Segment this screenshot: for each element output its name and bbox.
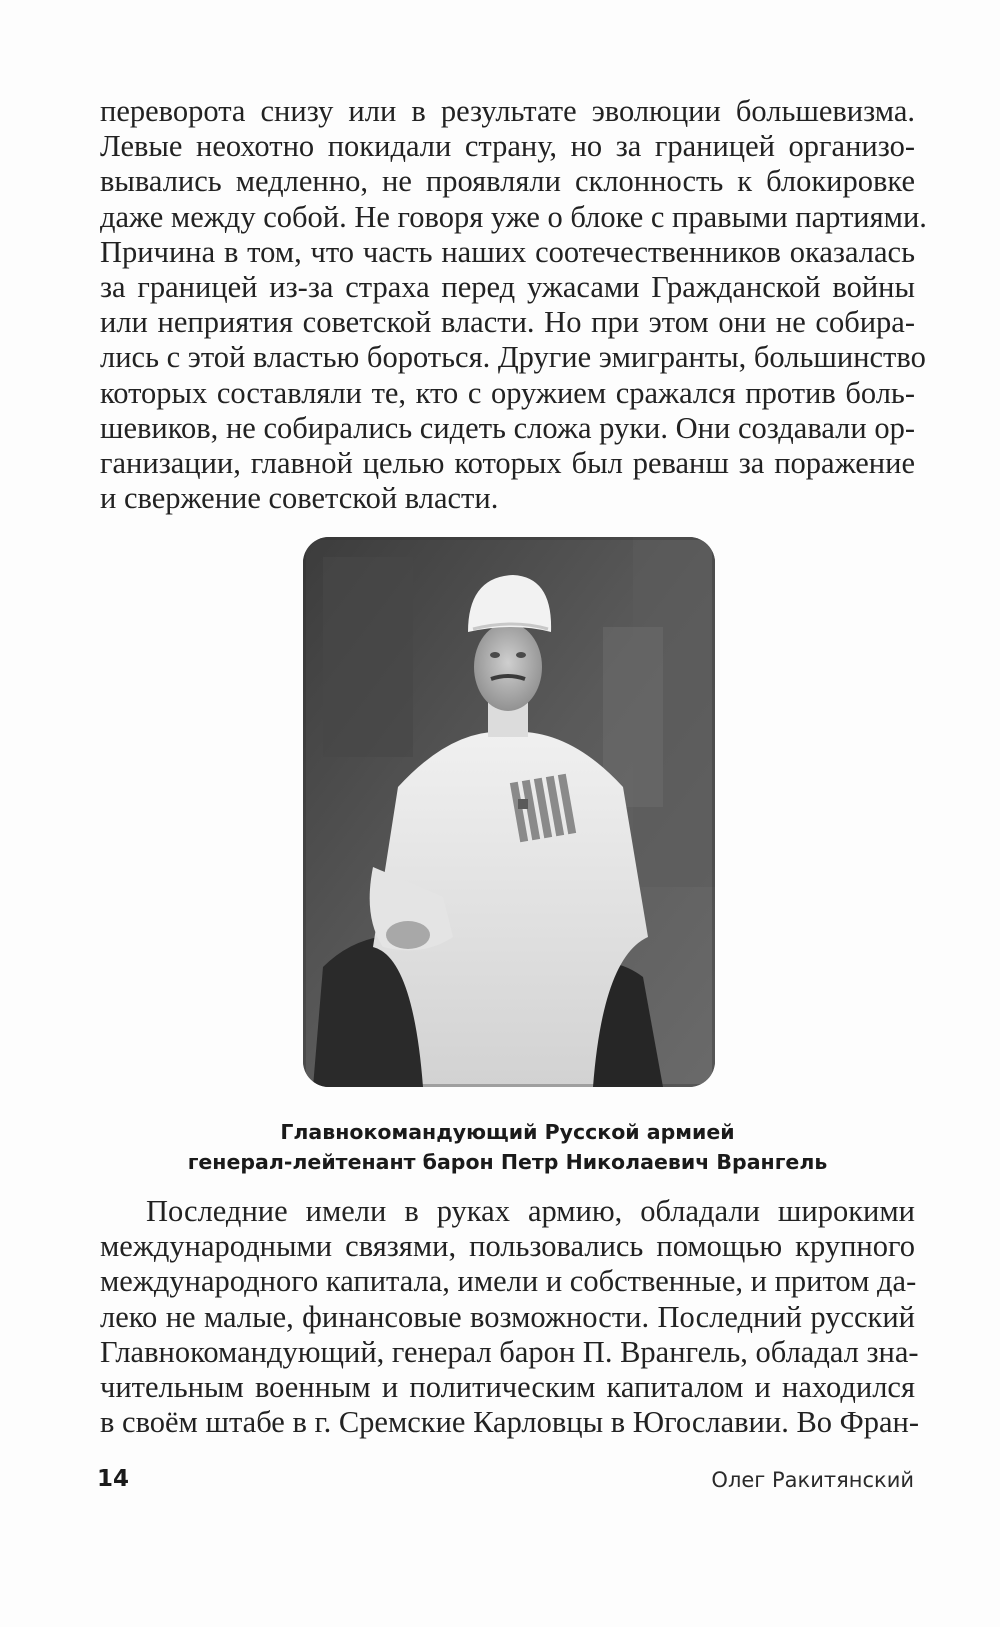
caption-line: Главнокомандующий Русской армией	[280, 1120, 735, 1144]
text-line: или неприятия советской власти. Но при этом они не собира-	[100, 305, 915, 340]
running-footer-author: Олег Ракитянский	[711, 1468, 914, 1492]
text-line: чительным военным и политическим капиталом и находился	[100, 1369, 915, 1404]
text-line: и свержение советской власти.	[100, 481, 499, 516]
text-line: в своём штабе в г. Сремские Карловцы в Югославии. Во Фран-	[100, 1405, 920, 1440]
text-line: которых составляли те, кто с оружием сражался против боль-	[100, 375, 915, 410]
paragraph-bottom	[100, 1194, 920, 1440]
text-line: ганизации, главной целью которых был реванш за поражение	[100, 445, 915, 480]
text-line: переворота снизу или в результате эволюции большевизма.	[100, 94, 915, 128]
text-line: лись с этой властью бороться. Другие эмигранты, большинство	[100, 340, 926, 375]
paragraph-top	[100, 94, 927, 516]
text-line: международного капитала, имели и собственные, и притом да-	[100, 1264, 917, 1299]
text-line: Последние имели в руках армию, обладали широкими	[146, 1194, 915, 1228]
text-line: даже между собой. Не говоря уже о блоке с правыми партиями.	[100, 199, 927, 234]
text-line: шевиков, не собирались сидеть сложа руки. Они создавали ор-	[100, 410, 915, 445]
text-line: Главнокомандующий, генерал барон П. Врангель, обладал зна-	[100, 1334, 919, 1369]
text-line: за границей из-за страха перед ужасами Гражданской войны	[100, 269, 915, 304]
caption-line: генерал-лейтенант барон Петр Николаевич Врангель	[187, 1150, 828, 1174]
portrait-photo	[303, 537, 715, 1087]
text-line: Причина в том, что часть наших соотечественников оказалась	[100, 234, 915, 269]
page-number: 14	[97, 1466, 130, 1492]
text-line: международными связями, пользовались помощью крупного	[100, 1229, 915, 1264]
text-line: леко не малые, финансовые возможности. Последний русский	[100, 1299, 915, 1334]
text-line: вывались медленно, не проявляли склонность к блокировке	[100, 164, 915, 199]
photo-caption	[100, 1117, 915, 1177]
text-line: Левые неохотно покидали страну, но за границей организо-	[100, 129, 915, 164]
